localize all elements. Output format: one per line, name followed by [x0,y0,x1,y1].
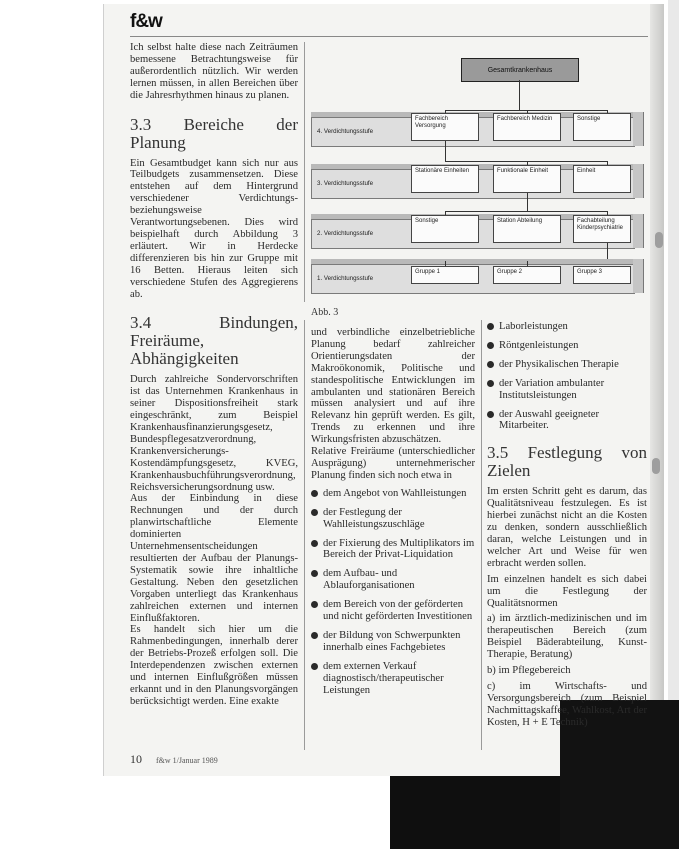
heading-3-3: 3.3 Bereiche der Planung [130,114,298,152]
connector [607,110,608,113]
level-label-1: 1. Verdichtungsstufe [317,275,374,282]
magazine-logo: f&w [130,11,162,32]
bullet-icon [487,342,494,349]
connector [445,261,446,266]
paragraph-middle-2: Relative Freiräume (unterschiedlicher Ausprägung) unternehmerischer Planung finden sich noch etwa in [311,446,475,481]
box-level3-1: Stationäre Einheiten [411,165,479,193]
list-item [311,568,475,592]
paragraph-3-4c: Es handelt sich hier um die Rahmenbedingungen, innerhalb derer der Betriebs-Prozeß erfolgen soll. Die Interdependenzen zwischen externen und internen Einflußgrößen müssen erkannt und in den Planungsvorgängen berücksichtigt werden. Eine exakte [130,624,298,707]
intro-paragraph: Ich selbst halte diese nach Zeiträumen bemessene Betrachtungsweise für außerordentlich nützlich. Wir werden lernen müssen, in allen Bereichen über die Jahresrhythmen hinaus zu planen. [130,42,298,101]
goal-item-a: a) im ärztlich-medizinischen und im therapeutischen Bereich (zum Beispiel Bäderabteilung, Kunst-Therapie, Beratung) [487,613,647,661]
bullet-icon [311,663,318,670]
column-left [130,42,298,708]
box-level3-3: Einheit [573,165,631,193]
box-level1-3: Gruppe 3 [573,266,631,284]
connector [445,110,607,111]
box-level1-1: Gruppe 1 [411,266,479,284]
list-item-text: Röntgenleistungen [499,339,579,351]
page-edge [650,4,664,776]
heading-3-4: 3.4 Bindungen, Freiräume, Abhängigkeiten [130,313,298,369]
connector [445,141,446,161]
page-footer [130,752,218,767]
box-level2-1: Sonstige [411,215,479,243]
diagram-top-box: Gesamtkrankenhaus [461,58,579,82]
bullet-icon [487,411,494,418]
bullet-icon [311,540,318,547]
figure-caption: Abb. 3 [311,307,339,318]
connector [527,161,528,165]
list-item-text: Laborleistungen [499,321,568,332]
list-item-text: der Fixierung des Multiplikators im Bereich der Privat-Liquidation [323,537,475,561]
list-item [311,538,475,562]
level-bar-side [633,259,644,293]
connector [607,161,608,165]
paragraph-right-1: Im ersten Schritt geht es darum, das Qualitätsniveau festzulegen. Es ist hierbei zunächst nicht an die Kosten zu denken, sondern ausschließlich daran, welche Leistungen und in welcher Art und Weise für wen erbracht werden sollen. [487,486,647,569]
paragraph-3-3: Ein Gesamtbudget kann sich nur aus Teilbudgets zusammensetzen. Diese entstehen auf dem Hintergrund verschiedener Verdichtungs- beziehungsweise Verantwortungsebenen. Dies wird beispielhaft durch Abbildung 3 erläutert. Wir in Herdecke differenzieren bis hin zur Gruppe mit 16 Betten. Hieraus leiten sich verschiedene Stufen des Aggregierens ab. [130,157,298,300]
page-number: 10 [130,752,142,766]
level-label-3: 3. Verdichtungsstufe [317,180,374,187]
paragraph-3-4a: Durch zahlreiche Sondervorschriften ist das Unternehmen Krankenhaus in seiner Dispositionsfreiheit stark eingeschränkt, zum Beispiel Krankenhausfinanzierungsgesetz, Bundespflegesatzverordnung, Krankenversicherungs-Kostendämpfungsgesetz, KVEG, Krankenhausbuchführungsverordnung, Reichsversicherungsordnung usw. [130,374,298,493]
box-level1-2: Gruppe 2 [493,266,561,284]
list-item [487,359,647,371]
connector [527,193,528,211]
footer-source: f&w 1/Januar 1989 [156,756,218,765]
connector [527,110,528,113]
list-item-text: der Physikalischen Therapie [499,358,619,370]
list-item-text: der Variation ambulanter Institutsleistungen [499,377,605,401]
figure-diagram [311,43,648,304]
connector [445,211,446,215]
bullet-icon [311,601,318,608]
level-label-4: 4. Verdichtungsstufe [317,128,374,135]
bullet-icon [311,509,318,516]
bullet-icon [311,490,318,497]
column-divider-2 [481,320,482,750]
list-item [311,599,475,623]
list-item-text: dem Aufbau- und Ablauforganisationen [323,568,415,592]
box-level2-3: Fachabteilung Kinderpsychiatrie [573,215,631,243]
paragraph-middle-1: und verbindliche einzelbetriebliche Planung bedarf zahlreicher Orientierungsdaten der Makroökonomik, Politische und standespolitische Entwicklungen im ambulanten und stationären Bereich müssen analysiert und auf ihre Relevanz hin geprüft werden. Es gilt, Trends zu erkennen und ihre Wirkungsfristen abzuschätzen. [311,327,475,446]
column-middle [311,327,475,703]
list-item-text: dem Bereich von der geförderten und nicht geförderten Investitionen [323,599,473,623]
list-item-text: dem externen Verkauf diagnostisch/therapeutischer Leistungen [323,660,444,696]
paragraph-3-4b: Aus der Einbindung in diese Rechnungen und der durch planwirtschaftliche Elemente dominierten Unternehmensentscheidungen resultierten der Aufbau der Planungs-Systematik sowie ihre inhaltliche Gestaltung. Neben den gesetzlichen Vorgaben unterliegt das Krankenhaus zahlreichen externen und internen Einflußfaktoren. [130,493,298,624]
bullet-icon [311,632,318,639]
bullet-icon [487,380,494,387]
list-item [487,321,647,333]
connector [445,211,607,212]
bullet-icon [311,570,318,577]
column-right [487,321,647,733]
list-item [311,488,475,500]
box-level3-2: Funktionale Einheit [493,165,561,193]
list-item [487,378,647,402]
box-level2-2: Station Abteilung [493,215,561,243]
level-bar-side [633,112,644,146]
connector [607,211,608,215]
heading-3-5: 3.5 Festlegung von Zielen [487,443,647,481]
paragraph-right-2: Im einzelnen handelt es sich dabei um die Festlegung der Qualitätsnormen [487,573,647,609]
list-item-text: der Festlegung der Wahlleistungszuschläge [323,506,425,530]
list-item [487,340,647,352]
column-divider-1 [304,42,305,302]
list-item [311,507,475,531]
header-rule [130,36,648,37]
box-level4-3: Sonstige [573,113,631,141]
list-item [311,661,475,697]
level-label-2: 2. Verdichtungsstufe [317,230,374,237]
goal-item-c: c) im Wirtschafts- und Versorgungsbereich (zum Beispiel Nachmittagskaffee, Wahlkost, Art der Kosten, H + E Technik) [487,680,647,728]
connector [445,110,446,113]
list-item [311,630,475,654]
list-item [487,409,647,433]
level-bar-side [633,164,644,198]
goal-item-b: b) im Pflegebereich [487,665,571,677]
binder-hole-bottom [652,458,660,474]
box-level4-1: Fachbereich Versorgung [411,113,479,141]
bullet-icon [487,361,494,368]
binder-hole-top [655,232,663,248]
connector [527,261,528,266]
connector [445,161,607,162]
level-bar-side [633,214,644,248]
column-divider-1b [304,320,305,750]
connector [519,80,520,110]
bullet-icon [487,323,494,330]
box-level4-2: Fachbereich Medizin [493,113,561,141]
list-item-text: dem Angebot von Wahlleistungen [323,487,467,499]
list-item-text: der Bildung von Schwerpunkten innerhalb eines Fachgebietes [323,629,461,653]
list-item-text: der Auswahl geeigneter Mitarbeiter. [499,408,600,432]
